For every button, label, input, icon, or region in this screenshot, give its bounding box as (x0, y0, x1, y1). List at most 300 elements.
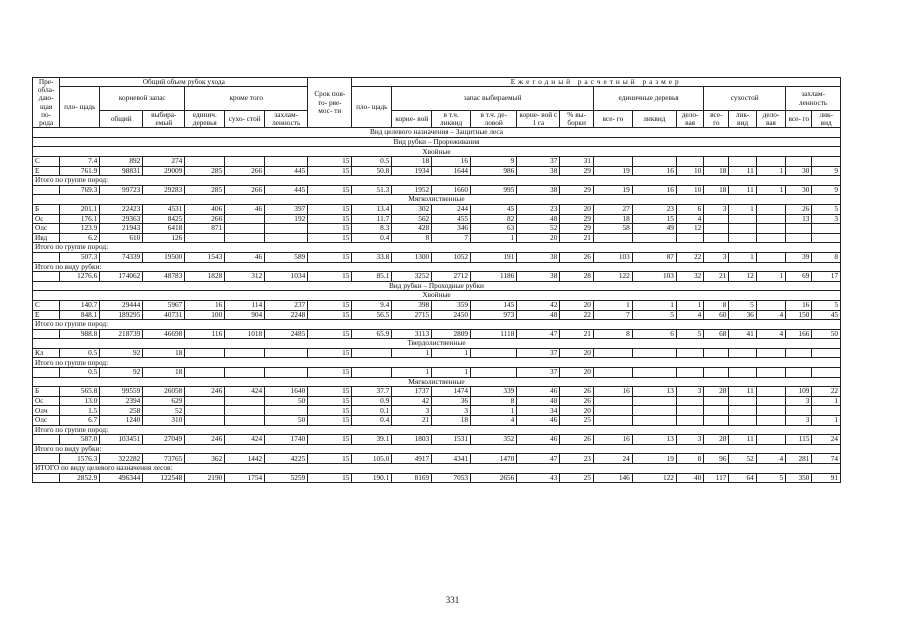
value-cell (225, 406, 265, 416)
value-cell: 27 (593, 204, 632, 214)
value-cell: 91 (812, 473, 841, 483)
value-cell: 47 (517, 329, 560, 339)
value-cell: 126 (143, 233, 185, 243)
value-cell (265, 348, 308, 358)
value-cell: 4 (471, 416, 517, 426)
value-cell: 11 (729, 435, 756, 445)
value-cell: 16 (593, 435, 632, 445)
section-row (33, 281, 841, 291)
value-cell: 20 (560, 406, 594, 416)
value-cell: 362 (185, 454, 225, 464)
value-cell: 565.8 (60, 387, 100, 397)
value-cell (352, 368, 392, 378)
header-single-trees-annual: единичные деревья (593, 87, 703, 111)
subtotal-label-row (33, 320, 841, 330)
value-cell (471, 368, 517, 378)
value-cell (676, 368, 703, 378)
value-cell (729, 406, 756, 416)
species-cell: Б (33, 204, 60, 214)
value-cell: 15 (308, 396, 352, 406)
subtotal-label-row (33, 243, 841, 253)
value-cell: 7053 (432, 473, 471, 483)
section-row (33, 377, 841, 387)
section-title: Вид рубки – Прореживания (33, 137, 841, 147)
header-litter: захлам- ленность (265, 110, 308, 127)
value-cell (265, 233, 308, 243)
value-cell: 16 (786, 300, 812, 310)
value-cell: 17 (812, 272, 841, 282)
value-cell: 6.2 (60, 233, 100, 243)
value-cell: 1 (432, 348, 471, 358)
value-cell: 5 (729, 300, 756, 310)
value-cell: 15 (308, 157, 352, 167)
value-cell: 12 (729, 272, 756, 282)
value-cell: 99723 (100, 185, 143, 195)
value-cell: 24 (812, 435, 841, 445)
subtotal-label-row (33, 262, 841, 272)
value-cell: 99559 (100, 387, 143, 397)
value-cell: 266 (185, 214, 225, 224)
value-cell: 145 (471, 300, 517, 310)
value-cell: 587.0 (60, 435, 100, 445)
header-stock-selected: запас выбираемый (392, 87, 594, 111)
forest-care-table (32, 77, 841, 483)
value-cell: 122548 (143, 473, 185, 483)
value-cell: 1 (471, 406, 517, 416)
value-cell (676, 406, 703, 416)
value-cell: 359 (432, 300, 471, 310)
value-cell: 15 (308, 348, 352, 358)
table-row (33, 214, 841, 224)
value-cell: 904 (225, 310, 265, 320)
header-single-liquid: ликвид (632, 110, 676, 127)
value-cell (812, 406, 841, 416)
value-cell: 445 (265, 185, 308, 195)
species-cell: Олс (33, 416, 60, 426)
value-cell: 140.7 (60, 300, 100, 310)
value-cell: 0.5 (60, 368, 100, 378)
value-cell: 0.9 (352, 396, 392, 406)
table-row (33, 224, 841, 234)
header-incl-liquid: в т.ч. ликвид (432, 110, 471, 127)
value-cell (756, 224, 785, 234)
value-cell (756, 233, 785, 243)
header-single-all: все- го (593, 110, 632, 127)
species-cell: Ос (33, 214, 60, 224)
value-cell: 34 (517, 406, 560, 416)
section-title: Вид рубки – Проходные рубки (33, 281, 841, 291)
section-title: Хвойные (33, 147, 841, 157)
value-cell: 21 (560, 329, 594, 339)
value-cell: 0.4 (352, 233, 392, 243)
value-cell: 15 (308, 473, 352, 483)
subtotal-label-row (33, 358, 841, 368)
value-cell (729, 416, 756, 426)
value-cell: 4341 (432, 454, 471, 464)
value-cell (676, 157, 703, 167)
value-cell: 3 (392, 406, 432, 416)
species-cell: Б (33, 387, 60, 397)
value-cell (265, 224, 308, 234)
section-title: Мягколиственные (33, 195, 841, 205)
value-cell: 26 (560, 435, 594, 445)
value-cell: 117 (704, 473, 729, 483)
value-cell (225, 416, 265, 426)
subtotal-label: Итого по группе пород: (33, 320, 841, 330)
value-cell: 39.1 (352, 435, 392, 445)
value-cell (756, 368, 785, 378)
value-cell: 1 (756, 185, 785, 195)
value-cell: 1 (729, 252, 756, 262)
header-root-stock: корневой запас (100, 87, 185, 111)
value-cell (676, 233, 703, 243)
value-cell: 48 (517, 214, 560, 224)
header-annual: Ежегодный расчетный размер (352, 78, 841, 87)
value-cell: 58 (593, 224, 632, 234)
value-cell (756, 348, 785, 358)
value-cell: 114 (225, 300, 265, 310)
value-cell: 166 (786, 329, 812, 339)
value-cell: 38 (517, 166, 560, 176)
value-cell: 15 (308, 166, 352, 176)
value-cell (729, 214, 756, 224)
value-cell (786, 233, 812, 243)
value-cell: 1118 (471, 329, 517, 339)
subtotal-label: ИТОГО по виду целевого назначения лесов: (33, 464, 841, 474)
value-cell (225, 368, 265, 378)
value-cell: 38 (517, 252, 560, 262)
value-cell: 0.5 (60, 348, 100, 358)
value-cell: 15 (308, 435, 352, 445)
header-single-business: дело- вая (676, 110, 703, 127)
value-cell: 10 (676, 166, 703, 176)
value-cell: 15 (308, 300, 352, 310)
value-cell: 8 (676, 454, 703, 464)
value-cell: 45 (812, 310, 841, 320)
value-cell: 43 (517, 473, 560, 483)
value-cell: 3 (704, 252, 729, 262)
species-cell (33, 272, 60, 282)
value-cell: 28 (704, 387, 729, 397)
value-cell: 15 (308, 252, 352, 262)
subtotal-label-row (33, 444, 841, 454)
header-period: Срок пов- то- ряе- мос- ти (308, 78, 352, 128)
value-cell (593, 368, 632, 378)
value-cell (704, 214, 729, 224)
value-cell: 7 (432, 233, 471, 243)
header-total: общий (100, 110, 143, 127)
value-cell (593, 233, 632, 243)
value-cell (704, 348, 729, 358)
value-cell: 988.8 (60, 329, 100, 339)
value-cell: 29 (560, 166, 594, 176)
value-cell: 13 (786, 214, 812, 224)
value-cell (632, 157, 676, 167)
value-cell: 63 (471, 224, 517, 234)
value-cell: 33.8 (352, 252, 392, 262)
value-cell: 85.1 (352, 272, 392, 282)
value-cell: 322282 (100, 454, 143, 464)
value-cell: 176.1 (60, 214, 100, 224)
value-cell: 310 (143, 416, 185, 426)
value-cell: 428 (392, 224, 432, 234)
table-row (33, 157, 841, 167)
header-dead-standing-annual: сухостой (704, 87, 786, 111)
value-cell (471, 348, 517, 358)
value-cell: 1740 (265, 435, 308, 445)
value-cell: 115 (786, 435, 812, 445)
subtotal-label-row (33, 464, 841, 474)
value-cell: 2450 (432, 310, 471, 320)
value-cell: 1442 (225, 454, 265, 464)
value-cell: 26 (560, 396, 594, 406)
subtotal-label: Итого по виду рубки: (33, 262, 841, 272)
value-cell: 28 (560, 272, 594, 282)
value-cell: 507.3 (60, 252, 100, 262)
value-cell: 1 (471, 233, 517, 243)
value-cell (225, 157, 265, 167)
value-cell: 1 (593, 300, 632, 310)
value-cell: 3 (676, 435, 703, 445)
value-cell: 4225 (265, 454, 308, 464)
subtotal-label-row (33, 425, 841, 435)
value-cell: 2394 (100, 396, 143, 406)
value-cell: 1737 (392, 387, 432, 397)
value-cell: 20 (517, 233, 560, 243)
header-except: кроме того (185, 87, 308, 111)
value-cell (265, 406, 308, 416)
value-cell: 871 (185, 224, 225, 234)
value-cell: 18 (143, 368, 185, 378)
value-cell: 1640 (265, 387, 308, 397)
value-cell: 2248 (265, 310, 308, 320)
value-cell: 146 (593, 473, 632, 483)
value-cell: 18 (704, 166, 729, 176)
value-cell: 13 (632, 435, 676, 445)
table-row (33, 204, 841, 214)
value-cell: 0.4 (352, 416, 392, 426)
table-row (33, 368, 841, 378)
value-cell: 20 (560, 204, 594, 214)
value-cell: 16 (632, 166, 676, 176)
value-cell: 2656 (471, 473, 517, 483)
value-cell: 3113 (392, 329, 432, 339)
value-cell: 346 (432, 224, 471, 234)
value-cell (676, 416, 703, 426)
value-cell (704, 396, 729, 406)
value-cell (676, 396, 703, 406)
value-cell: 3252 (392, 272, 432, 282)
table-row (33, 185, 841, 195)
value-cell: 2190 (185, 473, 225, 483)
value-cell: 29 (560, 224, 594, 234)
section-row (33, 128, 841, 138)
value-cell: 281 (786, 454, 812, 464)
value-cell: 4 (756, 329, 785, 339)
header-pct-selection: % вы- борки (560, 110, 594, 127)
value-cell: 29444 (100, 300, 143, 310)
value-cell: 19 (632, 454, 676, 464)
value-cell: 21 (392, 416, 432, 426)
value-cell: 150 (786, 310, 812, 320)
value-cell (225, 233, 265, 243)
value-cell: 3 (432, 406, 471, 416)
value-cell: 973 (471, 310, 517, 320)
table-row (33, 166, 841, 176)
value-cell: 16 (593, 387, 632, 397)
value-cell (593, 416, 632, 426)
value-cell: 1276.6 (60, 272, 100, 282)
species-cell: Ос (33, 396, 60, 406)
value-cell: 64 (729, 473, 756, 483)
species-cell: Е (33, 310, 60, 320)
value-cell: 26 (560, 387, 594, 397)
value-cell: 266 (225, 166, 265, 176)
value-cell: 69 (786, 272, 812, 282)
value-cell: 237 (265, 300, 308, 310)
value-cell: 42 (392, 396, 432, 406)
value-cell: 29 (560, 214, 594, 224)
page-number: 331 (445, 595, 460, 605)
value-cell: 27049 (143, 435, 185, 445)
value-cell: 11 (729, 387, 756, 397)
table-row (33, 416, 841, 426)
value-cell: 46698 (143, 329, 185, 339)
value-cell: 37 (517, 368, 560, 378)
header-litter-all: все- го (786, 110, 812, 127)
value-cell: 1034 (265, 272, 308, 282)
value-cell: 40 (676, 473, 703, 483)
value-cell: 105.0 (352, 454, 392, 464)
value-cell: 20 (560, 348, 594, 358)
value-cell: 52 (143, 406, 185, 416)
value-cell: 15 (308, 310, 352, 320)
value-cell: 8 (593, 329, 632, 339)
value-cell: 3 (812, 214, 841, 224)
value-cell: 1644 (432, 166, 471, 176)
value-cell: 1531 (432, 435, 471, 445)
value-cell: 23 (632, 204, 676, 214)
species-cell: С (33, 157, 60, 167)
table-body (33, 128, 841, 483)
value-cell: 50 (265, 396, 308, 406)
value-cell: 73765 (143, 454, 185, 464)
value-cell (225, 348, 265, 358)
value-cell (812, 157, 841, 167)
value-cell: 30 (786, 185, 812, 195)
value-cell: 56.5 (352, 310, 392, 320)
value-cell: 1018 (225, 329, 265, 339)
value-cell: 2852.9 (60, 473, 100, 483)
value-cell: 52 (729, 454, 756, 464)
value-cell: 455 (432, 214, 471, 224)
value-cell: 65.9 (352, 329, 392, 339)
value-cell: 13.0 (60, 396, 100, 406)
value-cell: 38 (517, 185, 560, 195)
species-cell (33, 435, 60, 445)
value-cell: 21943 (100, 224, 143, 234)
value-cell: 13 (632, 387, 676, 397)
value-cell: 1754 (225, 473, 265, 483)
value-cell (632, 396, 676, 406)
value-cell: 36 (729, 310, 756, 320)
value-cell (185, 406, 225, 416)
value-cell: 312 (225, 272, 265, 282)
value-cell: 1952 (392, 185, 432, 195)
table-row (33, 406, 841, 416)
value-cell: 339 (471, 387, 517, 397)
value-cell (593, 396, 632, 406)
value-cell: 50 (812, 329, 841, 339)
value-cell: 2809 (432, 329, 471, 339)
value-cell (225, 214, 265, 224)
value-cell: 424 (225, 387, 265, 397)
value-cell: 4 (756, 454, 785, 464)
value-cell: 2712 (432, 272, 471, 282)
value-cell: 48783 (143, 272, 185, 282)
value-cell: 8425 (143, 214, 185, 224)
value-cell (812, 348, 841, 358)
value-cell: 397 (265, 204, 308, 214)
value-cell: 11.7 (352, 214, 392, 224)
value-cell (756, 300, 785, 310)
value-cell (185, 348, 225, 358)
header-area: пло- щадь (60, 87, 100, 128)
value-cell: 1 (632, 300, 676, 310)
species-cell (33, 368, 60, 378)
value-cell: 562 (392, 214, 432, 224)
value-cell: 424 (225, 435, 265, 445)
value-cell: 29363 (100, 214, 143, 224)
value-cell: 15 (308, 329, 352, 339)
value-cell: 96 (704, 454, 729, 464)
value-cell: 37 (517, 157, 560, 167)
value-cell (632, 348, 676, 358)
value-cell: 398 (392, 300, 432, 310)
value-cell (632, 406, 676, 416)
value-cell: 74339 (100, 252, 143, 262)
value-cell: 19 (593, 166, 632, 176)
value-cell: 82 (471, 214, 517, 224)
value-cell: 100 (185, 310, 225, 320)
value-cell: 218739 (100, 329, 143, 339)
value-cell (786, 157, 812, 167)
value-cell: 18 (392, 157, 432, 167)
table-row (33, 272, 841, 282)
value-cell: 46 (517, 435, 560, 445)
value-cell: 41 (729, 329, 756, 339)
value-cell: 1 (392, 348, 432, 358)
value-cell: 15 (308, 416, 352, 426)
value-cell: 2485 (265, 329, 308, 339)
value-cell: 21 (560, 233, 594, 243)
value-cell (593, 157, 632, 167)
value-cell: 103 (632, 272, 676, 282)
table-row (33, 454, 841, 464)
value-cell (265, 368, 308, 378)
value-cell: 12 (676, 224, 703, 234)
value-cell: 9 (471, 157, 517, 167)
value-cell (593, 406, 632, 416)
value-cell: 26 (560, 252, 594, 262)
value-cell: 16 (432, 157, 471, 167)
section-title: Хвойные (33, 291, 841, 301)
section-row (33, 195, 841, 205)
value-cell: 4 (676, 310, 703, 320)
species-cell: Ивд (33, 233, 60, 243)
header-dead-liquid: лик- вид (729, 110, 756, 127)
value-cell: 1 (812, 396, 841, 406)
